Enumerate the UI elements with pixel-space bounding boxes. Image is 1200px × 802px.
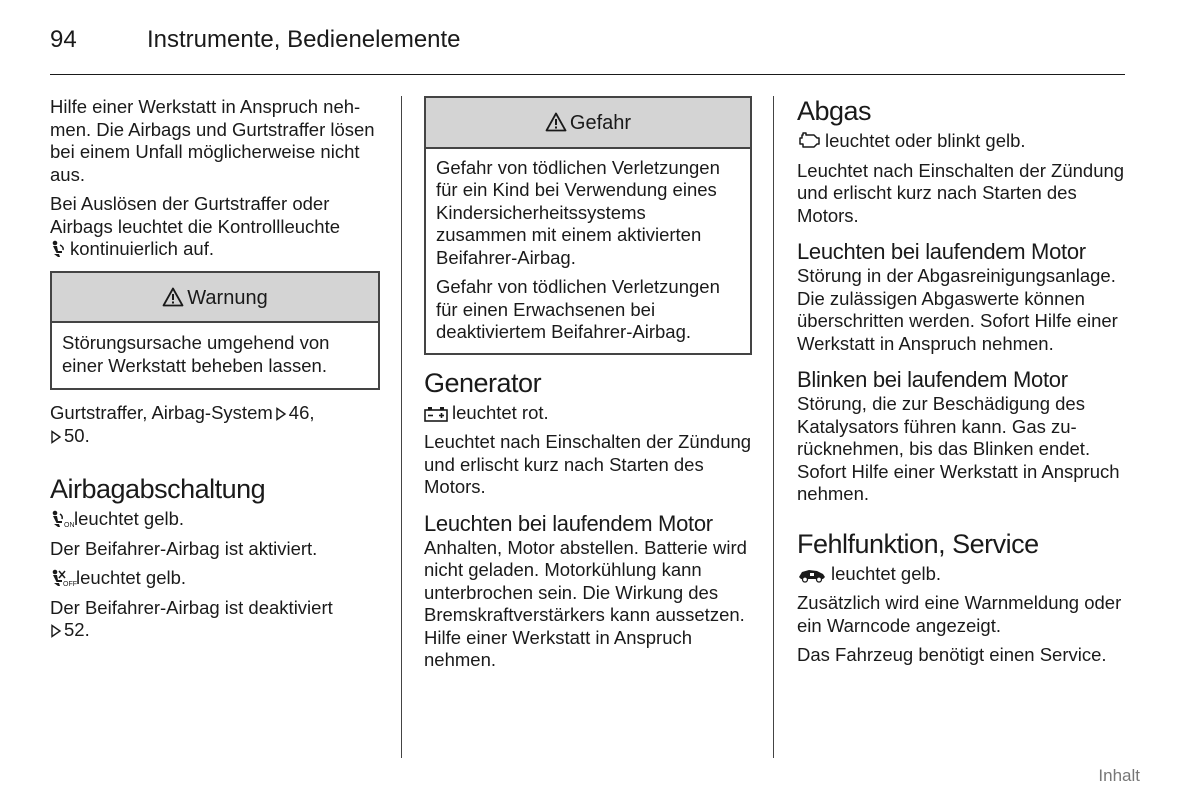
paragraph: Leuchtet nach Einschalten der Zündung und erlischt kurz nach Starten des Motors. <box>797 159 1125 226</box>
warning-triangle-icon <box>545 112 567 132</box>
column-left <box>50 96 380 649</box>
warning-title: Warnung <box>187 286 268 309</box>
paragraph: Störung in der Abgasreinigungsanlage. Die zulässigen Abgaswerte können überschritten werden. Sofort Hilfe einer Werkstatt in Anspruch nehmen. <box>797 265 1118 354</box>
column-divider <box>401 96 402 758</box>
danger-text: Gefahr von tödlichen Verletzungen für ein Kind bei Verwendung eines Kindersicherheitssystems zusammen mit einem aktivierten Beifahrer-Airbag. <box>436 156 720 268</box>
header-rule <box>50 74 1125 75</box>
indicator-line: ON leuchtet gelb. <box>50 508 380 531</box>
warning-triangle-icon <box>162 287 184 307</box>
page-reference-icon[interactable] <box>50 430 62 444</box>
paragraph: Hilfe einer Werkstatt in Anspruch nehmen. Die Airbags und Gurtstraffer lösen bei einem Unfall möglicherweise nicht aus. <box>50 96 375 185</box>
indicator-line: leuchtet gelb. <box>797 563 1127 586</box>
danger-header <box>426 98 750 149</box>
danger-box <box>424 96 752 355</box>
warning-box <box>50 271 380 391</box>
column-right <box>797 96 1127 674</box>
paragraph: Das Fahrzeug benötigt einen Service. <box>797 644 1107 665</box>
battery-icon <box>424 406 448 422</box>
heading-malfunction-service: Fehlfunktion, Service <box>797 528 1039 559</box>
danger-body <box>426 149 750 353</box>
heading-exhaust: Abgas <box>797 96 872 126</box>
page-number: 94 <box>50 26 77 53</box>
heading-running-engine: Leuchten bei laufendem Motor <box>424 510 713 536</box>
danger-text: Gefahr von tödlichen Verletzungen für einen Erwachsenen bei deaktiviertem Beifahrer-Airbag. <box>436 276 720 342</box>
column-divider <box>773 96 774 758</box>
car-service-icon <box>797 567 827 583</box>
indicator-line: leuchtet rot. <box>424 402 752 425</box>
seatbelt-airbag-icon <box>50 240 66 258</box>
reference-paragraph: Gurtstraffer, Airbag-System 46, 50. <box>50 402 315 446</box>
page-reference-icon[interactable] <box>275 407 287 421</box>
heading-running-engine: Leuchten bei laufendem Motor <box>797 239 1086 264</box>
heading-airbag-deactivation: Airbagabschaltung <box>50 474 266 504</box>
warning-text: Störungsursache umgehend von einer Werkstatt beheben lassen. <box>62 332 330 376</box>
column-middle <box>424 96 752 679</box>
engine-check-icon <box>797 132 821 150</box>
page-header <box>50 26 1125 56</box>
warning-body <box>52 323 378 388</box>
svg-text:ON: ON <box>64 522 75 529</box>
airbag-on-icon <box>50 510 75 529</box>
page-reference-icon[interactable] <box>50 624 62 638</box>
warning-header <box>52 273 378 324</box>
airbag-off-icon <box>50 569 77 588</box>
paragraph: Der Beifahrer-Airbag ist aktiviert. <box>50 537 318 559</box>
section-title: Instrumente, Bedienelemente <box>147 26 461 53</box>
paragraph: Der Beifahrer-Airbag ist deaktiviert 52. <box>50 596 333 640</box>
indicator-line: leuchtet oder blinkt gelb. <box>797 130 1127 153</box>
indicator-line: OFF leuchtet gelb. <box>50 567 380 590</box>
paragraph: Bei Auslösen der Gurtstraffer oder Airbags leuchtet die Kontrollleuchte kontinuierlich auf. <box>50 193 341 259</box>
svg-text:OFF: OFF <box>63 581 77 588</box>
paragraph: Zusätzlich wird eine Warnmeldung oder ein Warncode angezeigt. <box>797 592 1122 636</box>
paragraph: Anhalten, Motor abstellen. Batterie wird nicht geladen. Motorkühlung kann unterbrochen sein. Die Wirkung des Bremskraftverstärkers kann aussetzen. Hilfe einer Werkstatt in Anspruch nehmen. <box>424 536 747 670</box>
heading-generator: Generator <box>424 367 542 398</box>
danger-title: Gefahr <box>569 112 632 134</box>
paragraph: Störung, die zur Beschädigung des Katalysators führen kann. Gas zurücknehmen, bis das Blinken endet. Sofort Hilfe einer Werkstatt in Anspruch nehmen. <box>797 393 1120 504</box>
paragraph: Leuchtet nach Einschalten der Zündung und erlischt kurz nach Starten des Motors. <box>424 431 752 497</box>
heading-blinking-engine: Blinken bei laufendem Motor <box>797 367 1068 392</box>
table-of-contents-link[interactable]: Inhalt <box>1098 766 1140 785</box>
